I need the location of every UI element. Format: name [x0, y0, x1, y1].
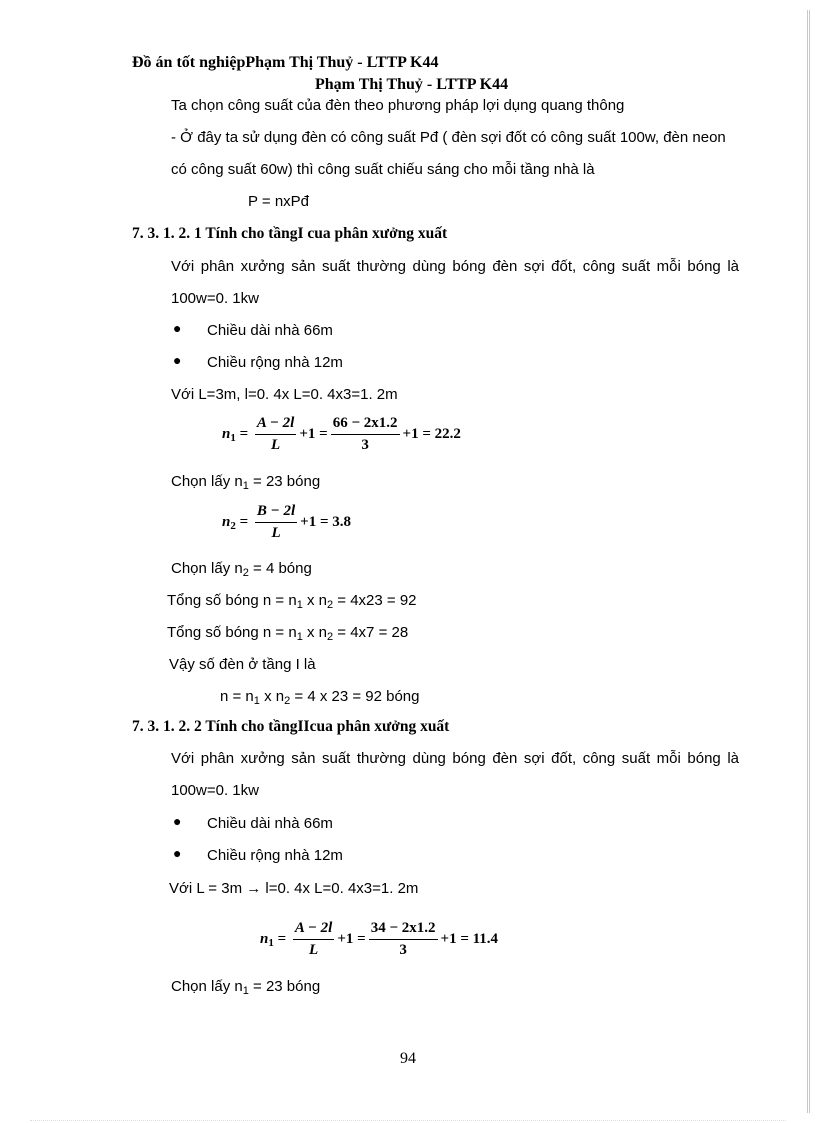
header-line-2: Phạm Thị Thuỷ - LTTP K44: [315, 76, 509, 93]
section-2-bullet-2: Chiều rộng nhà 12m: [207, 847, 343, 864]
intro-paragraph-2b: có công suất 60w) thì công suất chiếu sáng cho mỗi tầng nhà là: [171, 161, 595, 178]
power-formula: P = nxPđ: [248, 193, 310, 210]
section-1-with-l: Với L=3m, l=0. 4x L=0. 4x3=1. 2m: [171, 386, 398, 403]
section-2-paragraph-a: Với phân xưởng sản suất thường dùng bóng đèn sợi đốt, công suất mỗi bóng là: [171, 750, 739, 767]
section-2-heading: 7. 3. 1. 2. 2 Tính cho tầngIIcua phân xưởng xuất: [132, 718, 450, 735]
section-2-paragraph-b: 100w=0. 1kw: [171, 782, 259, 799]
section-1-total-1: Tổng số bóng $n = n_1$ x $n_2 = 4x23 = 92$: [167, 592, 417, 611]
section-1-conclusion: Vậy số đèn ở tầng I là: [169, 656, 316, 673]
section-2-n1-formula: $n_1$ = $\frac{A - 2l}{L}$ +1 = $\frac{34 - 2x1.2}{3}$ +1 = 11.4: [260, 920, 499, 958]
section-1-n2-formula: $n_2$ = $\frac{B - 2l}{L}$ +1 = 3.8: [222, 503, 352, 541]
section-1-n1-formula: $n_1$ = $\frac{A - 2l}{L}$ +1 = $\frac{66 - 2x1.2}{3}$ +1 = 22.2: [222, 415, 461, 453]
section-1-choose-n1: Chọn lấy $n_1 = 23$ bóng: [171, 473, 321, 492]
section-1-heading: 7. 3. 1. 2. 1 Tính cho tầngI cua phân xưởng xuất: [132, 225, 448, 242]
bottom-rule: [30, 1120, 786, 1121]
bullet-icon: ●: [173, 815, 182, 830]
section-1-bullet-2: Chiều rộng nhà 12m: [207, 354, 343, 371]
section-2-bullet-1: Chiều dài nhà 66m: [207, 815, 333, 832]
intro-paragraph-2a: - Ở đây ta sử dụng đèn có công suất Pđ ( đèn sợi đốt có công suất 100w, đèn neon: [171, 129, 726, 146]
header-line-1: Đồ án tốt nghiệpPhạm Thị Thuỷ - LTTP K44: [132, 54, 439, 71]
bullet-icon: ●: [173, 847, 182, 862]
section-1-bullet-1: Chiều dài nhà 66m: [207, 322, 333, 339]
intro-paragraph-1: Ta chọn công suất của đèn theo phương pháp lợi dụng quang thông: [171, 97, 625, 114]
section-1-final: $n = n_1$ x $n_2 = 4$ x 23 = 92 bóng: [220, 688, 420, 707]
section-2-with-l: Với L = 3m → l=0. 4x L=0. 4x3=1. 2m: [169, 880, 419, 897]
section-1-paragraph-b: 100w=0. 1kw: [171, 290, 259, 307]
bullet-icon: ●: [173, 322, 182, 337]
section-1-choose-n2: Chọn lấy $n_2 = 4$ bóng: [171, 560, 312, 579]
page-number: 94: [400, 1050, 416, 1067]
section-1-total-2: Tổng số bóng $n = n_1$ x $n_2 = 4x7 = 28$: [167, 624, 409, 643]
bullet-icon: ●: [173, 354, 182, 369]
section-2-choose-n1: Chọn lấy $n_1 = 23$ bóng: [171, 978, 321, 997]
section-1-paragraph-a: Với phân xưởng sản suất thường dùng bóng đèn sợi đốt, công suất mỗi bóng là: [171, 258, 739, 275]
